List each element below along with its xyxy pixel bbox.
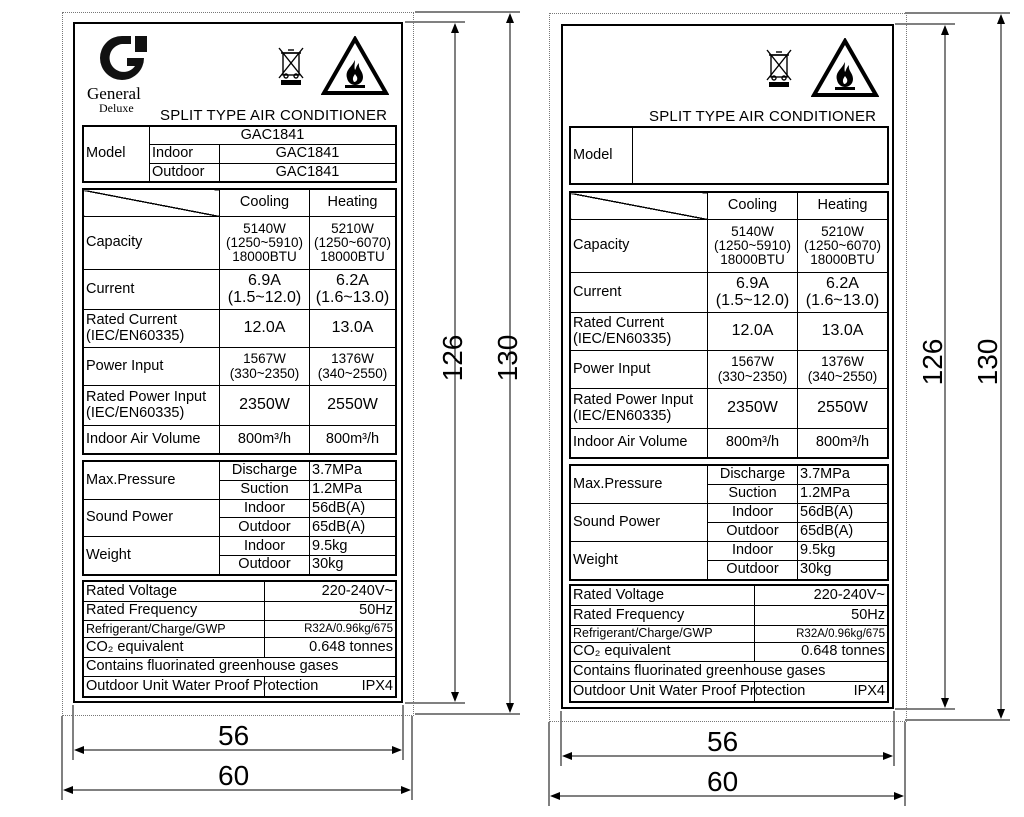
air-volume-cooling: 800m³/h (220, 426, 310, 454)
capacity-cooling: 5140W (1250~5910) 18000BTU (708, 220, 798, 273)
power-input-label: Power Input (84, 348, 220, 386)
footer-value: 0.648 tonnes (754, 642, 887, 662)
label-title: SPLIT TYPE AIR CONDITIONER (649, 108, 877, 125)
sound-outdoor-label: Outdoor (708, 523, 798, 542)
footer-label: Rated Frequency (571, 605, 755, 625)
footer-value: IPX4 (754, 682, 887, 702)
dim-outer-height-left: 130 (492, 334, 523, 382)
weight-indoor-value: 9.5kg (798, 542, 888, 561)
footer-label: Refrigerant/Charge/GWP (84, 621, 265, 638)
weight-outdoor-label: Outdoor (220, 556, 310, 575)
specs-block (569, 464, 889, 581)
air-volume-heating: 800m³/h (310, 426, 396, 454)
weight-outdoor-value: 30kg (310, 556, 396, 575)
current-cooling: 6.9A (1.5~12.0) (708, 273, 798, 313)
rated-current-label: Rated Current (IEC/EN60335) (571, 313, 708, 351)
dim-inner-width-right: 56 (707, 726, 739, 757)
suction-value: 1.2MPa (310, 480, 396, 499)
header-diagonal (84, 190, 220, 217)
footer-label: CO₂ equivalent (571, 642, 755, 662)
model-label: Model (571, 128, 633, 184)
footer-label: Outdoor Unit Water Proof Protection (571, 682, 755, 702)
pressure-label: Max.Pressure (84, 462, 220, 500)
rated-current-cooling: 12.0A (220, 310, 310, 348)
sound-outdoor-value: 65dB(A) (310, 518, 396, 537)
footer-value: 50Hz (754, 605, 887, 625)
header-diagonal (571, 193, 708, 220)
capacity-label: Capacity (84, 217, 220, 270)
general-logo-icon (91, 32, 153, 84)
current-label: Current (571, 273, 708, 313)
weight-label: Weight (84, 537, 220, 575)
rated-power-heating: 2550W (310, 386, 396, 426)
sound-indoor-value: 56dB(A) (310, 499, 396, 518)
dim-inner-height-left: 126 (437, 334, 468, 382)
heating-header: Heating (798, 193, 888, 220)
weight-outdoor-value: 30kg (798, 561, 888, 580)
sound-indoor-value: 56dB(A) (798, 504, 888, 523)
footer-value: IPX4 (264, 677, 395, 697)
suction-label: Suction (708, 485, 798, 504)
rated-power-label: Rated Power Input (IEC/EN60335) (571, 389, 708, 429)
footer-label: Contains fluorinated greenhouse gases (84, 657, 396, 677)
cooling-header: Cooling (708, 193, 798, 220)
discharge-label: Discharge (220, 462, 310, 481)
label-title: SPLIT TYPE AIR CONDITIONER (160, 107, 388, 124)
rated-power-heating: 2550W (798, 389, 888, 429)
footer-label: Rated Voltage (571, 586, 755, 606)
sound-indoor-label: Indoor (708, 504, 798, 523)
cooling-header: Cooling (220, 190, 310, 217)
capacity-cooling: 5140W (1250~5910) 18000BTU (220, 217, 310, 270)
footer-value: 220-240V~ (264, 582, 395, 602)
model-main: GAC1841 (150, 127, 396, 145)
model-block (569, 126, 889, 185)
footer-value: 220-240V~ (754, 586, 887, 606)
rating-plate-right (561, 24, 894, 709)
capacity-heating: 5210W (1250~6070) 18000BTU (798, 220, 888, 273)
heating-header: Heating (310, 190, 396, 217)
sound-label: Sound Power (84, 499, 220, 537)
current-heating: 6.2A (1.6~13.0) (310, 270, 396, 310)
sound-indoor-label: Indoor (220, 499, 310, 518)
rated-power-label: Rated Power Input (IEC/EN60335) (84, 386, 220, 426)
capacity-label: Capacity (571, 220, 708, 273)
footer-value: 0.648 tonnes (264, 638, 395, 658)
discharge-value: 3.7MPa (798, 466, 888, 485)
footer-block (569, 584, 889, 703)
performance-block (82, 188, 397, 455)
weee-bin-icon (765, 48, 793, 88)
performance-block (569, 191, 889, 459)
footer-value: 50Hz (264, 601, 395, 621)
weight-indoor-label: Indoor (220, 537, 310, 556)
model-indoor: GAC1841 (220, 145, 396, 163)
power-input-cooling: 1567W (330~2350) (220, 348, 310, 386)
air-volume-label: Indoor Air Volume (84, 426, 220, 454)
power-input-heating: 1376W (340~2550) (310, 348, 396, 386)
brand-name: General (87, 84, 141, 103)
footer-value: R32A/0.96kg/675 (264, 621, 395, 638)
capacity-heating: 5210W (1250~6070) 18000BTU (310, 217, 396, 270)
rated-power-cooling: 2350W (708, 389, 798, 429)
model-block (82, 125, 397, 183)
weight-label: Weight (571, 542, 708, 580)
model-outdoor: GAC1841 (220, 163, 396, 181)
flammable-warning-icon (321, 36, 389, 96)
rated-current-cooling: 12.0A (708, 313, 798, 351)
current-label: Current (84, 270, 220, 310)
specs-block (82, 460, 397, 576)
current-heating: 6.2A (1.6~13.0) (798, 273, 888, 313)
footer-label: Rated Frequency (84, 601, 265, 621)
model-blank (633, 128, 888, 184)
power-input-cooling: 1567W (330~2350) (708, 351, 798, 389)
dim-inner-width-left: 56 (218, 720, 250, 751)
footer-value: R32A/0.96kg/675 (754, 625, 887, 642)
pressure-label: Max.Pressure (571, 466, 708, 504)
footer-block (82, 580, 397, 698)
weight-indoor-label: Indoor (708, 542, 798, 561)
model-outdoor-label: Outdoor (150, 163, 220, 181)
power-input-heating: 1376W (340~2550) (798, 351, 888, 389)
suction-label: Suction (220, 480, 310, 499)
footer-label: Outdoor Unit Water Proof Protection (84, 677, 265, 697)
weight-outdoor-label: Outdoor (708, 561, 798, 580)
current-cooling: 6.9A (1.5~12.0) (220, 270, 310, 310)
suction-value: 1.2MPa (798, 485, 888, 504)
dim-outer-width-left: 60 (218, 760, 250, 791)
weight-indoor-value: 9.5kg (310, 537, 396, 556)
footer-label: Rated Voltage (84, 582, 265, 602)
brand-sub: Deluxe (99, 101, 134, 115)
discharge-label: Discharge (708, 466, 798, 485)
power-input-label: Power Input (571, 351, 708, 389)
footer-label: CO₂ equivalent (84, 638, 265, 658)
air-volume-label: Indoor Air Volume (571, 429, 708, 458)
rated-current-label: Rated Current (IEC/EN60335) (84, 310, 220, 348)
dim-outer-width-right: 60 (707, 766, 739, 797)
rated-current-heating: 13.0A (798, 313, 888, 351)
sound-outdoor-value: 65dB(A) (798, 523, 888, 542)
footer-label: Refrigerant/Charge/GWP (571, 625, 755, 642)
air-volume-cooling: 800m³/h (708, 429, 798, 458)
dim-outer-height-right: 130 (972, 338, 1003, 386)
model-indoor-label: Indoor (150, 145, 220, 163)
sound-outdoor-label: Outdoor (220, 518, 310, 537)
rating-plate-left (73, 22, 403, 703)
discharge-value: 3.7MPa (310, 462, 396, 481)
rated-power-cooling: 2350W (220, 386, 310, 426)
flammable-warning-icon (811, 38, 879, 98)
footer-label: Contains fluorinated greenhouse gases (571, 662, 888, 682)
weee-bin-icon (277, 46, 305, 86)
dim-inner-height-right: 126 (917, 338, 948, 386)
air-volume-heating: 800m³/h (798, 429, 888, 458)
sound-label: Sound Power (571, 504, 708, 542)
rated-current-heating: 13.0A (310, 310, 396, 348)
model-label: Model (84, 127, 150, 182)
